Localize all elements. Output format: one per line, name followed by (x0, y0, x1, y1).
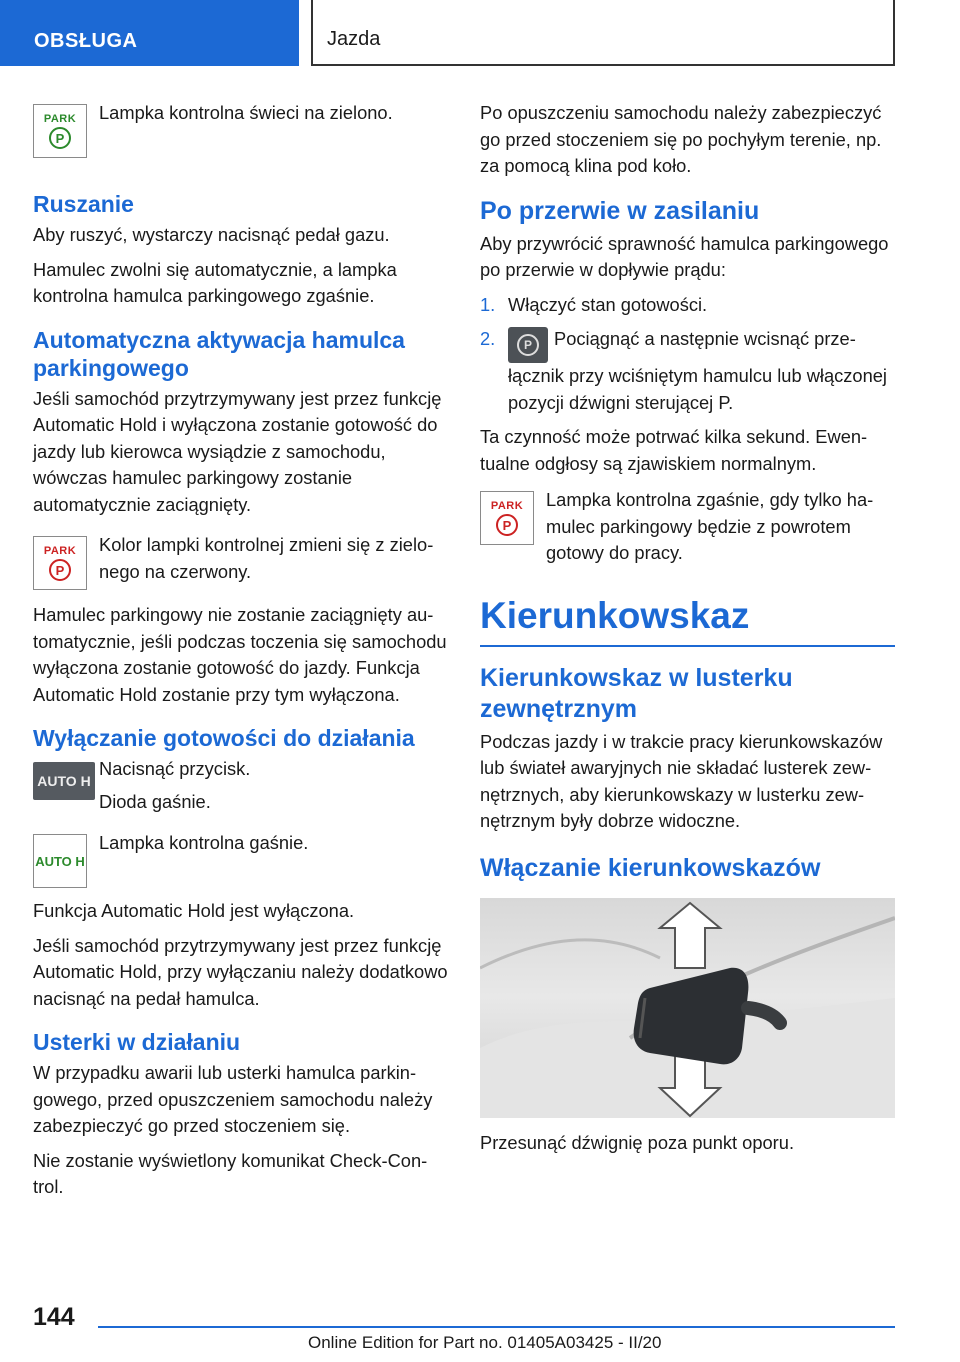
right-column (480, 100, 895, 1164)
section-tab[interactable] (0, 0, 299, 66)
heading-mirror-turn-signal: Kierunkowskaz w lusterku zewnętrznym (480, 663, 793, 723)
chapter-label: Jazda (327, 28, 381, 50)
heading-turn-signal: Kierunkowskaz (480, 593, 895, 647)
turn-signal-lever-illustration (480, 898, 895, 1118)
paragraph: Aby przywrócić sprawność hamulca parkingowego po przerwie w dopływie prądu: (480, 232, 889, 280)
paragraph: Ta czynność może potrwać kilka sekund. Ewentualne odgłosy są zjawiskiem normalnym. (480, 426, 868, 474)
heading-power-interruption: Po przerwie w zasilaniu (480, 196, 760, 225)
lamp-green-text: Lampka kontrolna świeci na zielono. (99, 102, 393, 123)
autoh-lamp-row (33, 830, 448, 890)
parking-brake-switch-icon: P (508, 327, 548, 363)
heading-auto-activation: Automatyczna aktywacja hamulca parkingowego (33, 326, 405, 381)
chapter-tab (311, 0, 895, 66)
paragraph: Jeśli samochód przytrzymywany jest przez funkcję Automatic Hold, przy wyłączaniu należy dodatkowo nacisnąć na pedał hamulca. (33, 934, 448, 1009)
lamp-color-text: Kolor lampki kontrolnej zmieni się z zielonego na czerwony. (99, 534, 434, 582)
park-red-indicator-icon: PARK P (480, 491, 534, 545)
heading-malfunction: Usterki w działaniu (33, 1029, 241, 1055)
left-column (33, 100, 448, 1209)
heading-ruszanie: Ruszanie (33, 191, 134, 217)
section-label: OBSŁUGA (34, 30, 138, 52)
caption: Przesunąć dźwignię poza punkt oporu. (480, 1131, 795, 1153)
paragraph: Hamulec zwolni się automatycznie, a lampka kontrolna hamulca parkingowego zgaśnie. (33, 258, 397, 306)
lamp-red-off-text: Lampka kontrolna zgaśnie, gdy tylko hamulec parkingowy będzie z powrotem gotowy do pracy. (546, 489, 874, 564)
paragraph: Podczas jazdy i w trakcie pracy kierunkowskazów lub świateł awaryjnych nie składać lusterek zewnętrznych, aby kierunkowskazy w lusterku zewnętrznym były dobrze widoczne. (480, 730, 883, 832)
autoh-button-row (33, 756, 448, 816)
list-item: 2. P Pociągnąć a następnie wcisnąć przełącznik przy wciśniętym hamulcu lub włączonej pozycji dźwigni sterującej P. (480, 328, 887, 413)
paragraph: W przypadku awarii lub usterki hamulca parkingowego, przed opuszczeniem samochodu należy zabezpieczyć go przed stoczeniem się. (33, 1062, 433, 1136)
page-number: 144 (33, 1303, 75, 1331)
list-item: 1. Włączyć stan gotowości. (480, 293, 708, 315)
paragraph: Funkcja Automatic Hold jest wyłączona. (33, 900, 355, 921)
heading-disable-readiness: Wyłączanie gotowości do działania (33, 725, 415, 751)
paragraph: Jeśli samochód przytrzymywany jest przez funkcję Automatic Hold i wyłączona zostanie gotowość do jazdy lub kierowca wysiądzie z samochodu, wówczas hamulec parkingowy zostanie automatycznie zaciągnięty. (33, 387, 442, 515)
diode-off-text: Dioda gaśnie. (99, 790, 211, 812)
park-red-row-2 (480, 487, 895, 567)
park-red-indicator-icon: PARK P (33, 536, 87, 590)
steps-list (480, 292, 895, 417)
paragraph: Po opuszczeniu samochodu należy zabezpieczyć go przed stoczeniem się po pochyłym terenie, np. za pomocą klina pod koło. (480, 102, 882, 176)
park-red-row (33, 532, 448, 592)
auto-h-button-icon: AUTO H (33, 762, 95, 800)
auto-h-lamp-icon: AUTO H (33, 834, 87, 888)
paragraph: Nie zostanie wyświetlony komunikat Check-Control. (33, 1149, 428, 1197)
paragraph: Aby ruszyć, wystarczy nacisnąć pedał gazu. (33, 224, 390, 245)
park-green-indicator-icon: PARK P (33, 104, 87, 158)
press-button-text: Nacisnąć przycisk. (99, 758, 251, 779)
lamp-off-text: Lampka kontrolna gaśnie. (99, 832, 309, 853)
page-header (0, 0, 960, 66)
lever-drawing (480, 898, 895, 1118)
park-green-row (33, 100, 448, 160)
paragraph: Hamulec parkingowy nie zostanie zaciągnięty automatycznie, jeśli podczas toczenia się samochodu wyłączona zostanie gotowość do jazdy. Funkcja Automatic Hold zostanie przy tym wyłączona. (33, 604, 447, 705)
edition-text: Online Edition for Part no. 01405A03425 - II/20 (308, 1333, 662, 1352)
footer-divider (98, 1326, 895, 1328)
heading-enable-turn-signals: Włączanie kierunkowskazów (480, 853, 821, 882)
